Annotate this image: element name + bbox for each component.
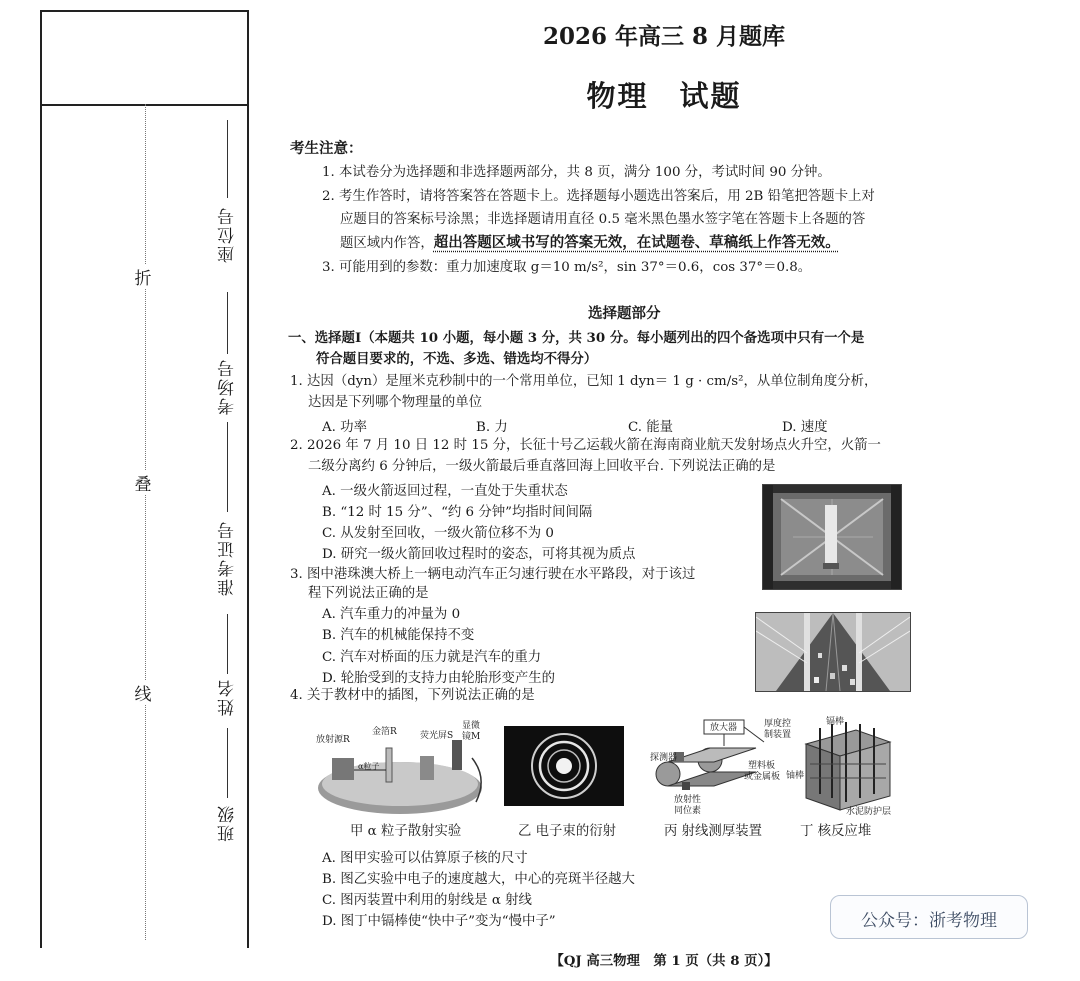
margin-left-rule [40,10,42,948]
question-stem-line: 达因是下列哪个物理量的单位 [308,395,483,410]
page-footer: 【QJ 高三物理 第 1 页（共 8 页）】 [550,953,778,969]
field-label: 考场号 [218,358,238,415]
question-stem-line: 二级分离约 6 分钟后，一级火箭最后垂直落回海上回收平台. 下列说法正确的是 [308,459,776,474]
fold-char-2: 叠 [128,470,158,495]
option-c: C. 图丙装置中利用的射线是 α 射线 [322,893,532,908]
field-name [205,652,249,792]
fig-label: 同位素 [674,806,702,816]
fig-label: 镉棒 [826,717,845,727]
option-a: A. 一级火箭返回过程，一直处于失重状态 [322,484,568,499]
option-a: A. 图甲实验可以估算原子核的尺寸 [322,851,528,866]
fig-label: 金箔R [372,727,397,737]
question-stem-line: 1. 达因（dyn）是厘米克秒制中的一个常用单位，已知 1 dyn＝ 1 g · cm/s²，从单位制角度分析， [290,374,878,389]
option-c: C. 从发射至回收，一级火箭位移不为 0 [322,526,554,541]
option-d: D. 图丁中镉棒使“快中子”变为“慢中子” [322,914,556,929]
fig-label: 或金属板 [744,772,781,782]
field-exam-room [205,292,249,452]
field-admission-number [205,452,249,652]
question-stem-line: 3. 图中港珠澳大桥上一辆电动汽车正匀速行驶在水平路段，对于该过 [290,567,696,582]
field-line [227,792,228,798]
fig-label: 制装置 [764,730,792,740]
option-c: C. 汽车对桥面的压力就是汽车的重力 [322,650,542,665]
field-line [227,728,228,792]
option-a: A. 功率 [322,420,367,435]
question-stem-line: 4. 关于教材中的插图，下列说法正确的是 [290,688,535,703]
subject-title: 物理 试题 [586,79,742,113]
field-line [227,120,228,198]
fig-label: 荧光屏S [420,731,454,741]
field-line [227,614,228,652]
option-d: D. 轮胎受到的支持力由轮胎形变产生的 [322,671,556,686]
field-class [205,792,249,912]
margin-top-rule [42,10,248,12]
field-label: 准考证号 [218,520,238,596]
option-b: B. 汽车的机械能保持不变 [322,628,475,643]
fig-label: 镜M [462,732,481,742]
field-line [227,422,228,452]
fig-label: 铀棒 [786,771,805,781]
fig-label: 显微 [462,721,481,731]
fig-label: 厚度控 [764,719,792,729]
field-seat-number [205,120,249,290]
notice-item-2-line1: 2. 考生作答时，请将答案答在答题卡上。选择题每小题选出答案后，用 2B 铅笔把答题卡上对 [322,189,875,204]
figure-caption-ding: 丁 核反应堆 [800,824,872,839]
field-label: 姓名 [218,678,238,716]
figure-caption-bing: 丙 射线测厚装置 [664,824,762,839]
fold-char-1: 折 [128,264,158,289]
fig-label: 探测器 [650,753,678,763]
option-d: D. 速度 [782,420,828,435]
field-line [227,452,228,512]
question-stem-line: 程下列说法正确的是 [308,586,429,601]
figure-electron-diffraction [504,726,624,806]
fig-label: 塑料板 [748,761,776,771]
page-header-title: 2026 年高三 8 月题库 [542,23,786,50]
option-c: C. 能量 [628,420,674,435]
fig-label: 放大器 [710,723,738,733]
bridge-photo [755,612,911,692]
notice-item-2-plain: 题区域内作答， [340,236,434,251]
figure-alpha-scattering [312,718,492,818]
rocket-recovery-photo [762,484,902,590]
figure-caption-yi: 乙 电子束的衍射 [518,824,616,839]
option-b: B. 力 [476,420,508,435]
fold-line [145,104,146,940]
notice-item-2-line2: 应题目的答案标号涂黑；非选择题请用直径 0.5 毫米黑色墨水签字笔在答题卡上各题的答 [340,212,866,227]
section-title: 选择题部分 [588,305,661,322]
fig-label: 水泥防护层 [846,807,892,817]
field-line [227,292,228,354]
fig-label: α粒子 [358,762,380,771]
notice-item-2-line3 [340,234,840,253]
option-b: B. “12 时 15 分”、“约 6 分钟”均指时间间隔 [322,505,593,520]
figure-nuclear-reactor [786,714,906,816]
notice-heading: 考生注意： [290,140,363,157]
option-d: D. 研究一级火箭回收过程时的姿态，可将其视为质点 [322,547,636,562]
option-a: A. 汽车重力的冲量为 0 [322,607,461,622]
notice-item-1: 1. 本试卷分为选择题和非选择题两部分，共 8 页，满分 100 分，考试时间 90 分钟。 [322,165,831,180]
part-instructions-line2: 符合题目要求的，不选、多选、错选均不得分） [316,351,598,367]
field-label: 座位号 [218,206,238,263]
fold-char-3: 线 [128,680,158,705]
field-line [227,652,228,674]
watermark-text: 公众号：浙考物理 [861,911,997,931]
figure-caption-jia: 甲 α 粒子散射实验 [350,824,462,839]
field-label: 班级 [218,804,238,842]
fig-label: 放射性 [674,795,702,805]
wechat-watermark [830,895,1028,939]
option-b: B. 图乙实验中电子的速度越大，中心的亮斑半径越大 [322,872,635,887]
figure-thickness-gauge [644,716,794,816]
notice-item-2-emphasis: 超出答题区域书写的答案无效，在试题卷、草稿纸上作答无效。 [433,234,840,251]
fig-label: 放射源R [316,735,350,745]
question-stem-line: 2. 2026 年 7 月 10 日 12 时 15 分，长征十号乙运载火箭在海南商业航天发射场点火升空，火箭一 [290,438,881,453]
part-instructions-line1: 一、选择题Ⅰ（本题共 10 小题，每小题 3 分，共 30 分。每小题列出的四个备选项中只有一个是 [288,330,865,346]
notice-item-3: 3. 可能用到的参数：重力加速度取 g＝10 m/s²，sin 37°＝0.6，cos 37°＝0.8。 [322,260,812,275]
